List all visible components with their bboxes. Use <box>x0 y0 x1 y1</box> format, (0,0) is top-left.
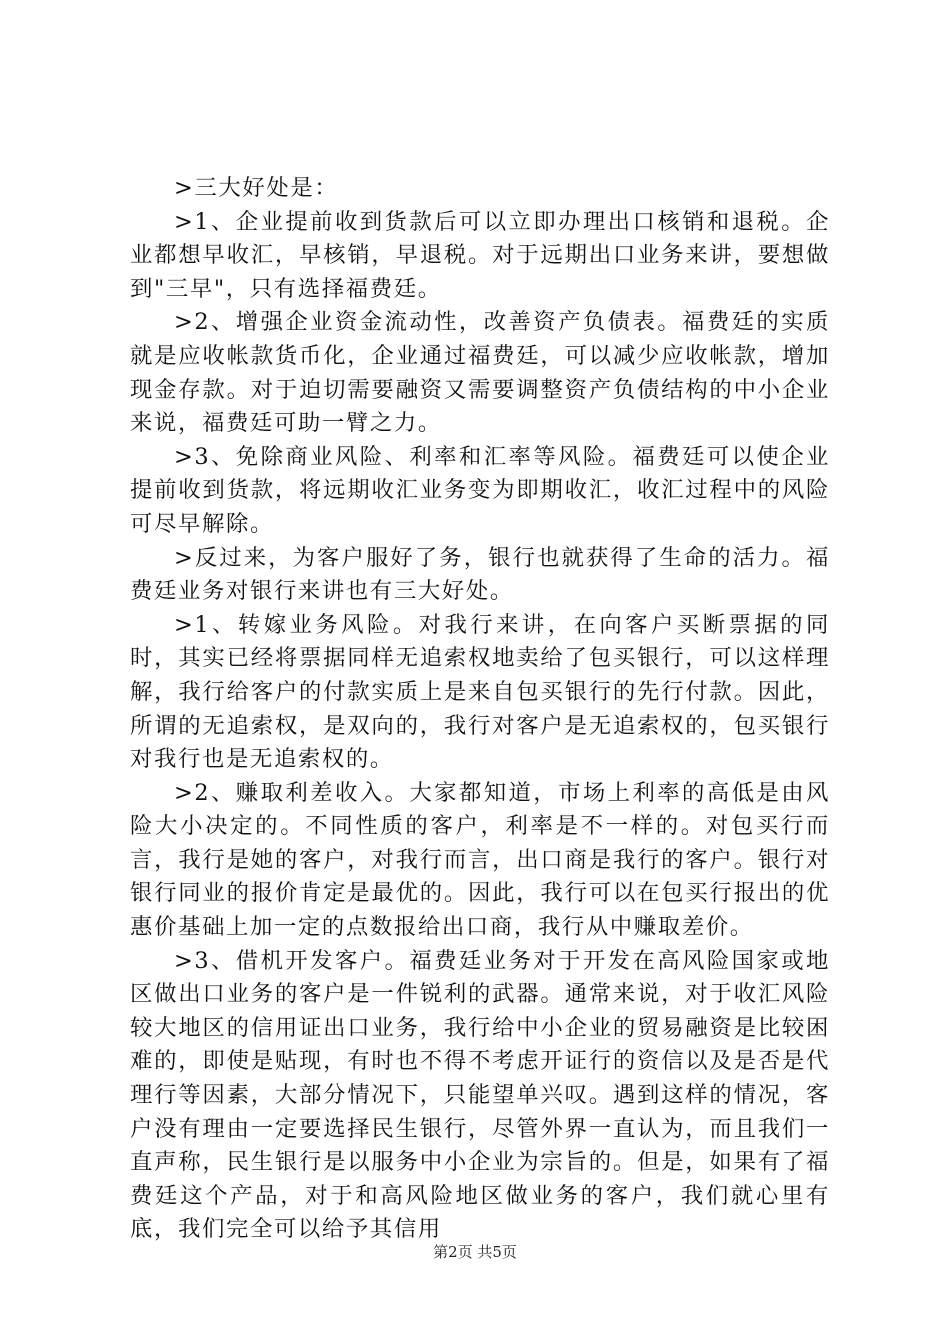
page-number: 第2页 共5页 <box>433 1243 517 1261</box>
paragraph-bank-intro: >反过来，为客户服好了务，银行也就获得了生命的活力。福费廷业务对银行来讲也有三大好处。 <box>130 544 830 605</box>
paragraph-benefit-3: >3、免除商业风险、利率和汇率等风险。福费廷可以使企业提前收到货款，将远期收汇业务变为即期收汇，收汇过程中的风险可尽早解除。 <box>130 443 830 537</box>
paragraph-bank-benefit-1: >1、转嫁业务风险。对我行来讲，在向客户买断票据的同时，其实已经将票据同样无追索权地卖给了包买银行，可以这样理解，我行给客户的付款实质上是来自包买银行的先行付款。因此，所谓的无追索权，是双向的，我行对客户是无追索权的，包买银行对我行也是无追索权的。 <box>130 611 830 773</box>
paragraph-bank-benefit-3: >3、借机开发客户。福费廷业务对于开发在高风险国家或地区做出口业务的客户是一件锐利的武器。通常来说，对于收汇风险较大地区的信用证出口业务，我行给中小企业的贸易融资是比较困难的，即使是贴现，有时也不得不考虑开证行的资信以及是否是代理行等因素，大部分情况下，只能望单兴叹。遇到这样的情况，客户没有理由一定要选择民生银行，尽管外界一直认为，而且我们一直声称，民生银行是以服务中小企业为宗旨的。但是，如果有了福费廷这个产品，对于和高风险地区做业务的客户，我们就心里有底，我们完全可以给予其信用 <box>130 947 830 1243</box>
paragraph-benefit-1: >1、企业提前收到货款后可以立即办理出口核销和退税。企业都想早收汇，早核销，早退税。对于远期出口业务来讲，要想做到"三早"，只有选择福费廷。 <box>130 208 830 302</box>
page-footer <box>0 1242 950 1262</box>
paragraph-benefit-2: >2、增强企业资金流动性，改善资产负债表。福费廷的实质就是应收帐款货币化，企业通过福费廷，可以减少应收帐款，增加现金存款。对于迫切需要融资又需要调整资产负债结构的中小企业来说，福费廷可助一臂之力。 <box>130 309 830 437</box>
document-body <box>130 172 830 1247</box>
paragraph-intro: >三大好处是： <box>174 175 339 201</box>
paragraph-bank-benefit-2: >2、赚取利差收入。大家都知道，市场上利率的高低是由风险大小决定的。不同性质的客户，利率是不一样的。对包买行而言，我行是她的客户，对我行而言，出口商是我行的客户。银行对银行同业的报价肯定是最优的。因此，我行可以在包买行报出的优惠价基础上加一定的点数报给出口商，我行从中赚取差价。 <box>130 779 830 941</box>
